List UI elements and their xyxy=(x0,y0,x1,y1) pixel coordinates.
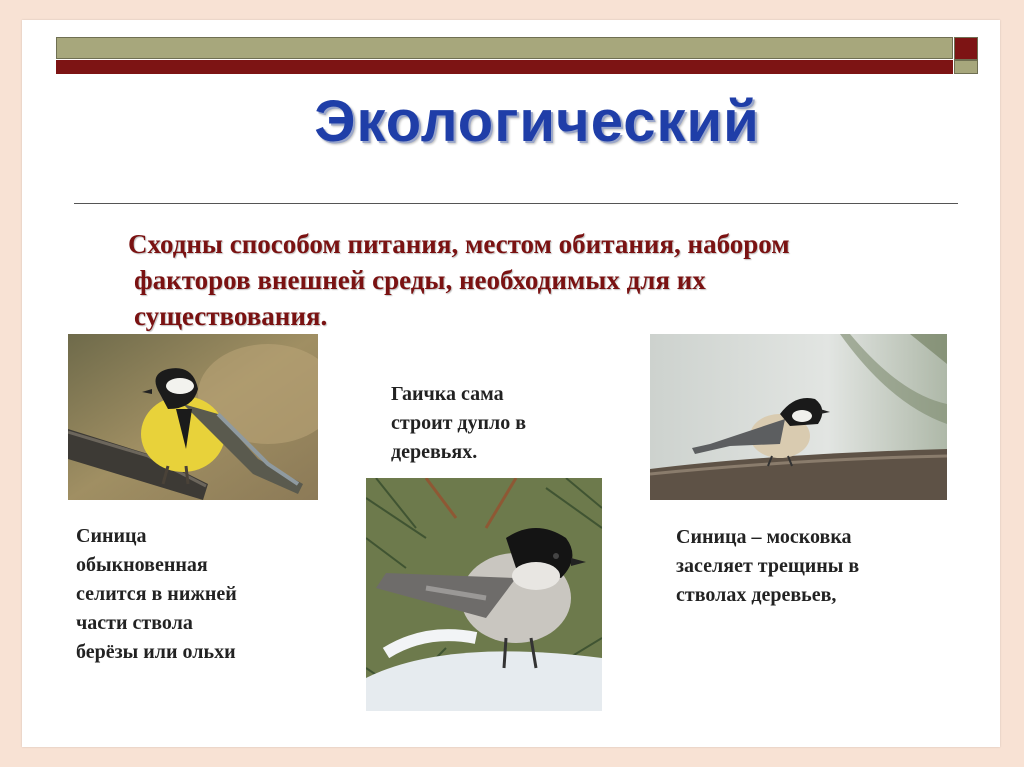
caption-willow-tit xyxy=(391,380,526,467)
caption-line: деревьях. xyxy=(391,441,478,463)
title-divider xyxy=(74,203,958,204)
header-bar-bottom xyxy=(56,60,953,74)
header-bar-top xyxy=(56,37,953,59)
caption-line: селится в нижней xyxy=(76,583,237,605)
caption-line: Гаичка сама xyxy=(391,383,504,405)
caption-line: заселяет трещины в xyxy=(676,555,860,577)
header-corner-top xyxy=(954,37,978,60)
definition-text xyxy=(128,226,948,334)
definition-line-1: Сходны способом питания, местом обитания, набором xyxy=(128,229,790,259)
caption-line: стволах деревьев, xyxy=(676,584,837,606)
header-corner-bottom xyxy=(954,60,978,74)
caption-great-tit xyxy=(76,522,237,667)
caption-line: Синица – московка xyxy=(676,526,852,548)
definition-line-2: факторов внешней среды, необходимых для их xyxy=(134,265,706,295)
caption-line: Синица xyxy=(76,525,147,547)
caption-line: берёзы или ольхи xyxy=(76,641,236,663)
caption-coal-tit xyxy=(676,523,859,610)
coal-tit-photo xyxy=(650,334,947,500)
caption-line: обыкновенная xyxy=(76,554,208,576)
caption-line: части ствола xyxy=(76,612,193,634)
willow-tit-photo xyxy=(366,478,602,711)
great-tit-photo xyxy=(68,334,318,500)
definition-line-3: существования. xyxy=(134,301,328,331)
slide-title: Экологический xyxy=(314,89,760,154)
caption-line: строит дупло в xyxy=(391,412,527,434)
